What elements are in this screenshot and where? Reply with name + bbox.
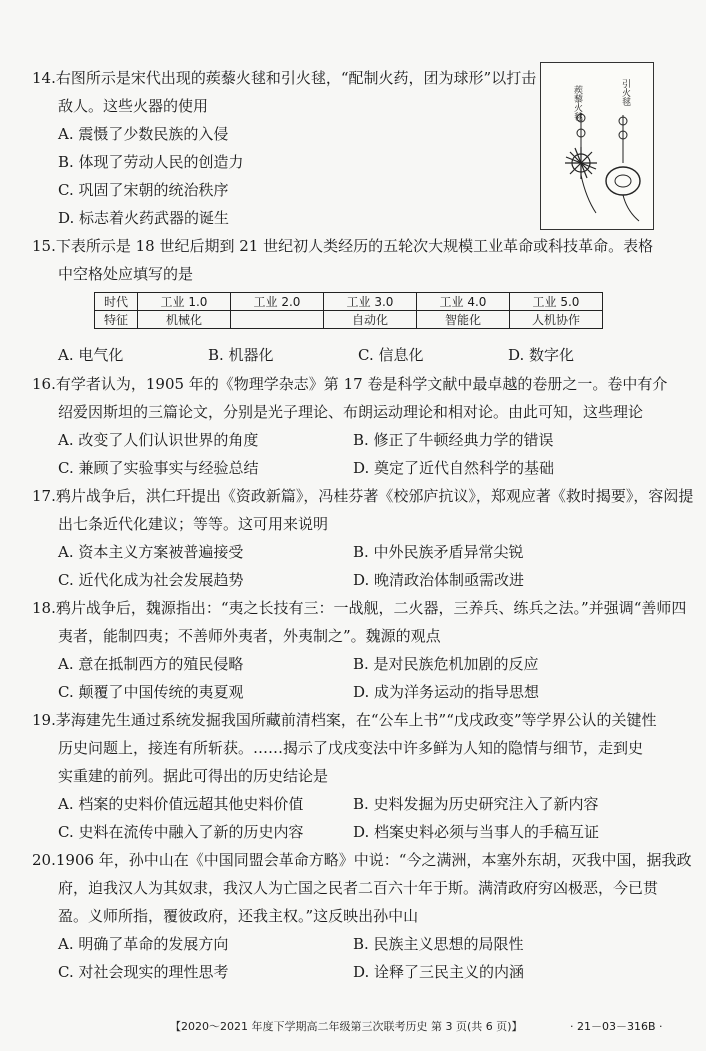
table-cell: 工业 1.0 [138,293,231,311]
question-stem-line: 下表所示是 18 世纪后期到 21 世纪初人类经历的五轮次大规模工业革命或科技革命。表格 [55,237,654,255]
question-stem-line: 盈。义师所指，覆彼政府，还我主权。”这反映出孙中山 [58,907,419,925]
question-19 [32,706,657,846]
question-stem-line: 出七条近代化建议；等等。这可用来说明 [58,515,329,533]
question-stem-line: 绍爱因斯坦的三篇论文，分别是光子理论、布朗运动理论和相对论。由此可知，这些理论 [58,403,644,421]
table-row [95,293,603,311]
option-b[interactable]: B. 民族主义思想的局限性 [353,935,524,953]
option-b[interactable]: B. 中外民族矛盾异常尖锐 [353,543,524,561]
question-stem-line: 鸦片战争后，魏源指出：“夷之长技有三：一战舰，二火器，三养兵、练兵之法。”并强调“善师四 [55,599,687,617]
option-d[interactable]: D. 数字化 [508,346,575,364]
question-15 [32,232,654,288]
question-stem-line: 历史问题上，接连有所斩获。……揭示了戊戌变法中许多鲜为人知的隐情与细节，走到史 [58,739,644,757]
table-cell: 工业 2.0 [231,293,324,311]
table-cell: 机械化 [138,311,231,329]
question-stem-line: 鸦片战争后，洪仁玕提出《资政新篇》，冯桂芬著《校邠庐抗议》，郑观应著《救时揭要》，容闳提 [55,487,694,505]
table-cell: 自动化 [324,311,417,329]
question-number: 14. [32,69,56,87]
page-footer: 【2020～2021 年度下学期高二年级第三次联考历史 第 3 页(共 6 页)】 [170,1020,523,1033]
blank-cell [231,311,324,329]
fire-ball-drawing [541,63,653,229]
option-d[interactable]: D. 诠释了三民主义的内涵 [353,963,525,981]
option-c[interactable]: C. 近代化成为社会发展趋势 [58,571,244,589]
question-stem-line: 茅海建先生通过系统发掘我国所藏前清档案，在“公车上书”“戊戌政变”等学界公认的关键性 [55,711,657,729]
fire-ball-illustration [540,62,654,230]
option-b[interactable]: B. 史料发掘为历史研究注入了新内容 [353,795,599,813]
option-a[interactable]: A. 电气化 [58,346,124,364]
option-b[interactable]: B. 体现了劳动人民的创造力 [58,153,244,171]
table-cell: 工业 5.0 [510,293,603,311]
question-stem-line: 夷者，能制四夷；不善师外夷者，外夷制之”。魏源的观点 [58,627,441,645]
option-d[interactable]: D. 档案史料必须与当事人的手稿互证 [353,823,600,841]
question-number: 16. [32,375,56,393]
option-d[interactable]: D. 晚清政治体制亟需改进 [353,571,525,589]
question-number: 15. [32,237,56,255]
option-a[interactable]: A. 改变了人们认识世界的角度 [58,431,259,449]
option-c[interactable]: C. 巩固了宋朝的统治秩序 [58,181,229,199]
question-stem-line: 有学者认为，1905 年的《物理学杂志》第 17 卷是科学文献中最卓越的卷册之一。卷中有介 [55,375,668,393]
question-18 [32,594,687,706]
question-stem-line: 敌人。这些火器的使用 [58,97,209,115]
option-b[interactable]: B. 是对民族危机加剧的反应 [353,655,539,673]
question-14 [32,64,537,232]
table-cell: 智能化 [417,311,510,329]
option-c[interactable]: C. 史料在流传中融入了新的历史内容 [58,823,304,841]
table-cell: 工业 3.0 [324,293,417,311]
option-a[interactable]: A. 意在抵制西方的殖民侵略 [58,655,244,673]
table-cell: 工业 4.0 [417,293,510,311]
option-d[interactable]: D. 奠定了近代自然科学的基础 [353,459,555,477]
table-cell: 人机协作 [510,311,603,329]
option-c[interactable]: C. 对社会现实的理性思考 [58,963,229,981]
option-c[interactable]: C. 颠覆了中国传统的夷夏观 [58,683,244,701]
question-stem-line: 1906 年，孙中山在《中国同盟会革命方略》中说：“今之满洲，本塞外东胡，灭我中国，据我政 [55,851,692,869]
question-number: 19. [32,711,56,729]
question-15-options [58,341,658,369]
option-b[interactable]: B. 修正了牛顿经典力学的错误 [353,431,554,449]
table-row [95,311,603,329]
option-a[interactable]: A. 明确了革命的发展方向 [58,935,229,953]
table-cell: 特征 [95,311,138,329]
industrial-revolution-table [94,292,603,329]
option-c[interactable]: C. 信息化 [358,346,424,364]
question-number: 20. [32,851,56,869]
question-17 [32,482,694,594]
option-a[interactable]: A. 震慑了少数民族的入侵 [58,125,229,143]
table-cell: 时代 [95,293,138,311]
option-d[interactable]: D. 成为洋务运动的指导思想 [353,683,540,701]
figure-label-fire-ball: 引火毬 [620,79,630,106]
question-stem-line: 中空格处应填写的是 [58,265,194,283]
option-a[interactable]: A. 资本主义方案被普遍接受 [58,543,244,561]
question-stem-line: 实重建的前列。据此可得出的历史结论是 [58,767,329,785]
question-20 [32,846,692,986]
question-stem-line: 府，迫我汉人为其奴隶，我汉人为亡国之民者二百六十年于斯。满清政府穷凶极恶，今已贯 [58,879,659,897]
question-16 [32,370,668,482]
question-number: 17. [32,487,56,505]
figure-label-caltrop-ball: 蒺藜火毬 [572,85,582,121]
option-a[interactable]: A. 档案的史料价值远超其他史料价值 [58,795,304,813]
exam-code: · 21－03－316B · [570,1020,663,1033]
question-stem-line: 右图所示是宋代出现的蒺藜火毬和引火毬，“配制火药，团为球形”以打击 [55,69,537,87]
option-b[interactable]: B. 机器化 [208,346,274,364]
option-c[interactable]: C. 兼顾了实验事实与经验总结 [58,459,259,477]
option-d[interactable]: D. 标志着火药武器的诞生 [58,209,230,227]
question-number: 18. [32,599,56,617]
